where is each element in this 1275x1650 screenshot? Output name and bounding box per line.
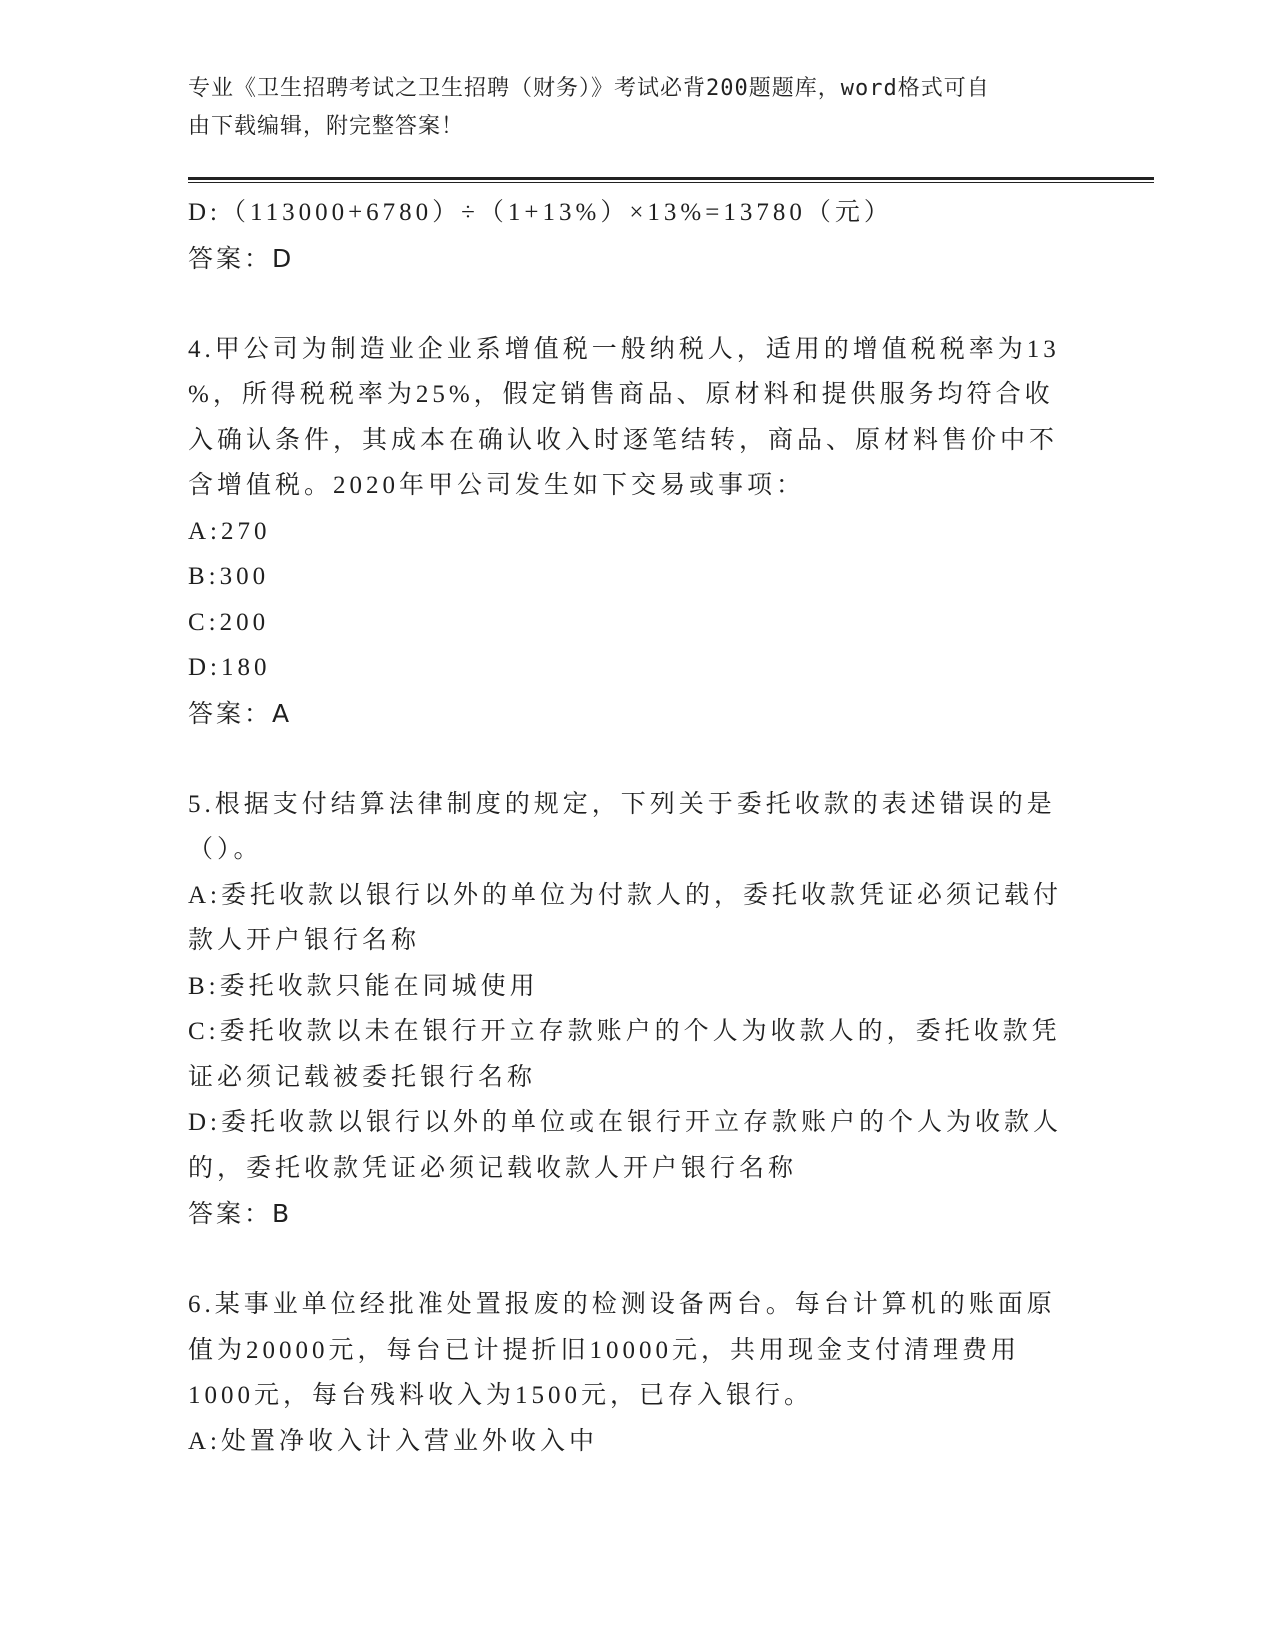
q5-stem-line: （）。 — [188, 836, 263, 863]
q6-stem-line: 1000元，每台残料收入为1500元，已存入银行。 — [188, 1382, 814, 1409]
q5-stem-line: 5.根据支付结算法律制度的规定，下列关于委托收款的表述错误的是 — [188, 790, 1056, 818]
q4-answer: 答案：A — [188, 698, 293, 728]
spacer — [188, 736, 1068, 782]
header-rule-thick — [188, 177, 1154, 180]
q6-option-a: A:处置净收入计入营业外收入中 — [188, 1427, 599, 1455]
q5-option-a-cont: 款人开户银行名称 — [188, 927, 421, 954]
q4-option-a: A:270 — [188, 517, 271, 545]
q6-stem-line: 值为20000元，每台已计提折旧10000元，共用现金支付清理费用 — [188, 1336, 1021, 1364]
q5-option-d: D:委托收款以银行以外的单位或在银行开立存款账户的个人为收款人 — [188, 1109, 1063, 1136]
q4-option-c: C:200 — [188, 608, 270, 636]
q4-option-d: D:180 — [188, 654, 271, 681]
q3-answer: 答案：D — [188, 243, 295, 273]
spacer — [188, 281, 1068, 327]
header-rule-thin — [188, 182, 1154, 183]
q5-option-d-cont: 的，委托收款凭证必须记载收款人开户银行名称 — [188, 1154, 798, 1182]
q4-stem-line: %，所得税税率为25%，假定销售商品、原材料和提供服务均符合收 — [188, 381, 1054, 408]
q4-stem-line: 含增值税。2020年甲公司发生如下交易或事项： — [188, 472, 806, 499]
header-line-1: 专业《卫生招聘考试之卫生招聘（财务）》考试必背200题题库，word格式可自 — [188, 76, 990, 101]
q5-option-b: B:委托收款只能在同城使用 — [188, 972, 539, 1000]
q4-stem-line: 4.甲公司为制造业企业系增值税一般纳税人，适用的增值税税率为13 — [188, 335, 1060, 363]
q6-stem-line: 6.某事业单位经批准处置报废的检测设备两台。每台计算机的账面原 — [188, 1291, 1056, 1318]
q5-option-a: A:委托收款以银行以外的单位为付款人的，委托收款凭证必须记载付 — [188, 881, 1063, 909]
q4-stem-line: 入确认条件，其成本在确认收入时逐笔结转，商品、原材料售价中不 — [188, 426, 1059, 454]
spacer — [188, 1237, 1068, 1283]
page-header — [188, 70, 1068, 146]
q5-option-c-cont: 证必须记载被委托银行名称 — [188, 1063, 537, 1091]
header-line-2: 由下载编辑，附完整答案！ — [188, 114, 465, 139]
q3-option-d: D:（113000+6780）÷（1+13%）×13%=13780（元） — [188, 199, 893, 226]
q5-option-c: C:委托收款以未在银行开立存款账户的个人为收款人的，委托收款凭 — [188, 1018, 1061, 1045]
document-body — [188, 190, 1068, 1464]
q5-answer: 答案：B — [188, 1199, 293, 1228]
q4-option-b: B:300 — [188, 563, 270, 590]
